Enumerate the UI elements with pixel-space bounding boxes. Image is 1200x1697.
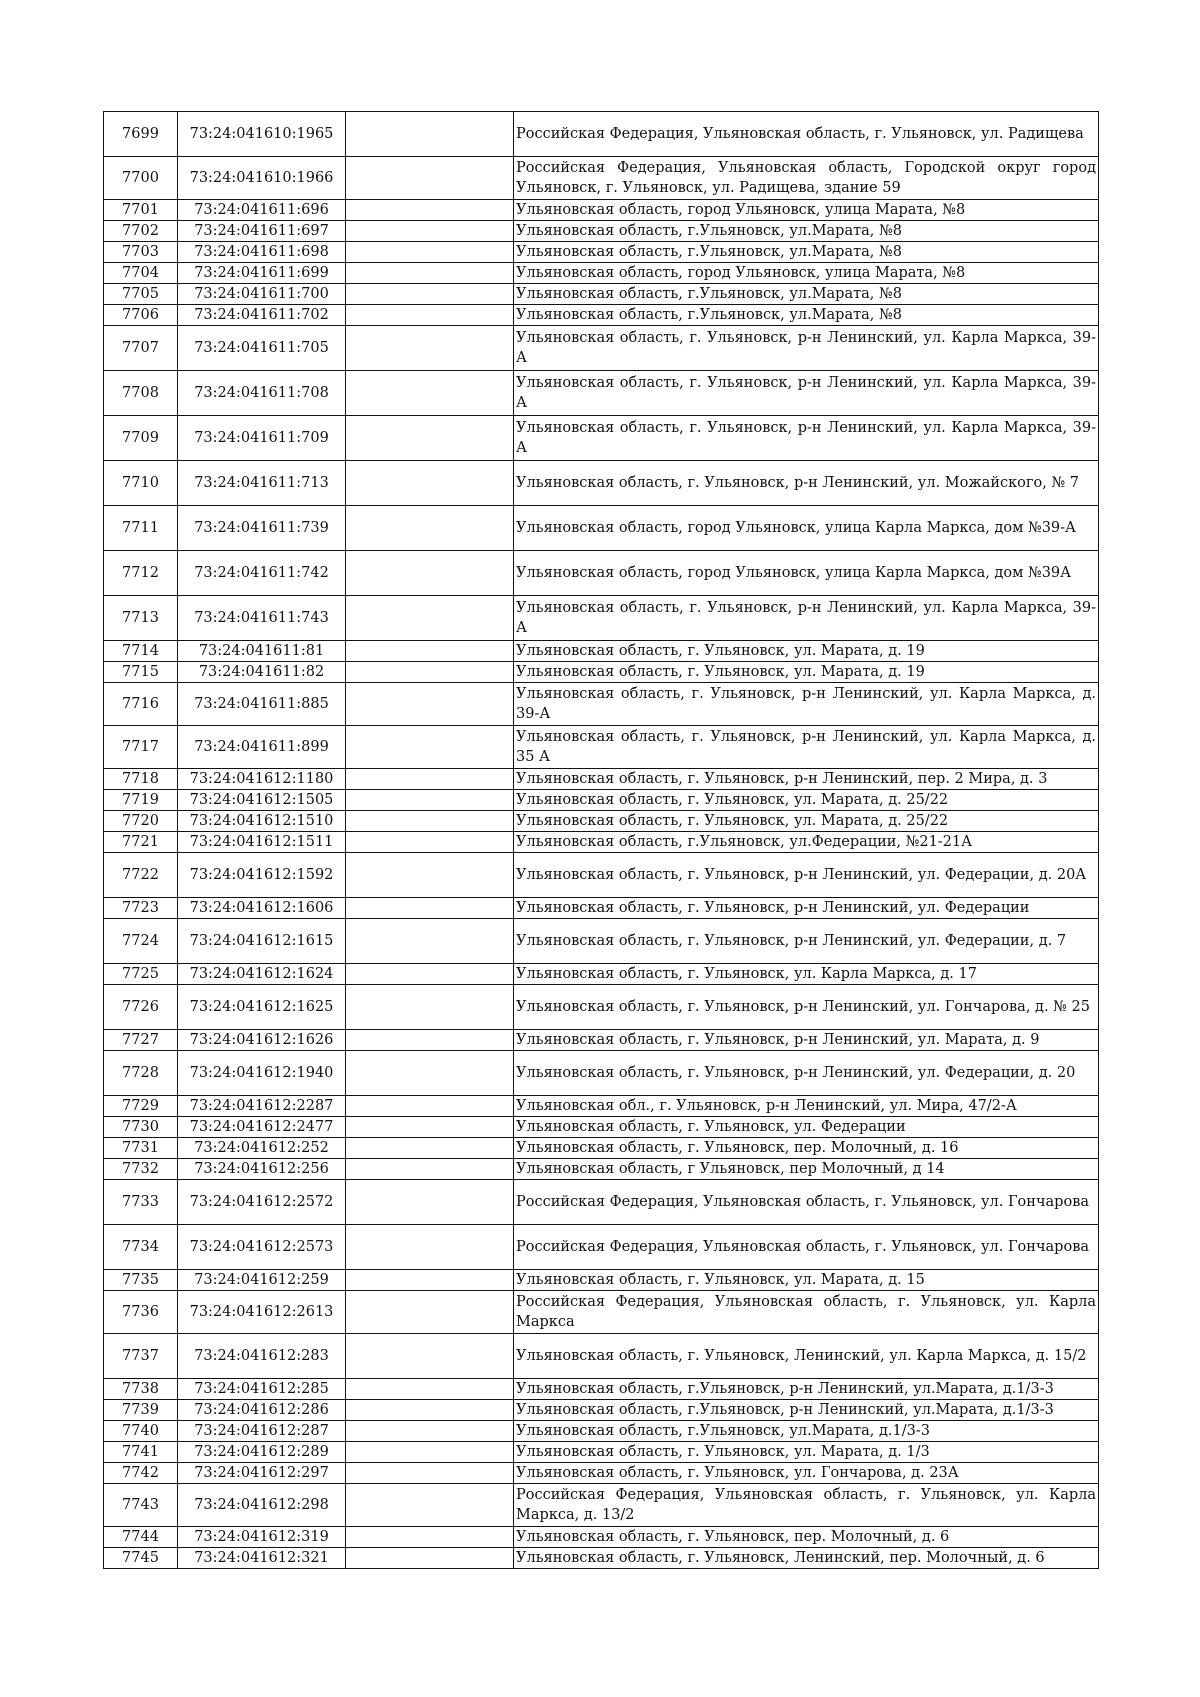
table-row <box>104 551 1099 596</box>
table-row <box>104 726 1099 769</box>
address: Ульяновская область, г. Ульяновск, ул. Марата, д. 15 <box>514 1270 1099 1291</box>
empty-cell <box>346 1442 514 1463</box>
empty-cell <box>346 790 514 811</box>
table-row <box>104 242 1099 263</box>
address: Ульяновская область, г. Ульяновск, р-н Ленинский, ул. Федерации, д. 20А <box>514 853 1099 898</box>
table-row <box>104 1138 1099 1159</box>
cadastral-number: 73:24:041612:1510 <box>178 811 346 832</box>
empty-cell <box>346 284 514 305</box>
address: Ульяновская область, г. Ульяновск, пер. Молочный, д. 16 <box>514 1138 1099 1159</box>
address: Ульяновская область, г. Ульяновск, Ленинский, пер. Молочный, д. 6 <box>514 1548 1099 1569</box>
cadastral-number: 73:24:041610:1965 <box>178 112 346 157</box>
cadastral-number: 73:24:041611:81 <box>178 641 346 662</box>
address: Российская Федерация, Ульяновская область, г. Ульяновск, ул. Гончарова <box>514 1225 1099 1270</box>
table-row <box>104 1180 1099 1225</box>
table-row <box>104 1291 1099 1334</box>
table-row <box>104 811 1099 832</box>
address: Ульяновская область, г.Ульяновск, ул.Марата, №8 <box>514 284 1099 305</box>
empty-cell <box>346 662 514 683</box>
empty-cell <box>346 1138 514 1159</box>
row-number: 7711 <box>104 506 178 551</box>
table-row <box>104 1421 1099 1442</box>
empty-cell <box>346 832 514 853</box>
row-number: 7702 <box>104 221 178 242</box>
table-row <box>104 641 1099 662</box>
empty-cell <box>346 1051 514 1096</box>
cadastral-number: 73:24:041611:713 <box>178 461 346 506</box>
address: Ульяновская область, г. Ульяновск, ул. Гончарова, д. 23А <box>514 1463 1099 1484</box>
row-number: 7742 <box>104 1463 178 1484</box>
cadastral-number: 73:24:041611:705 <box>178 326 346 371</box>
table-row <box>104 1548 1099 1569</box>
address: Ульяновская область, г. Ульяновск, р-н Ленинский, ул. Гончарова, д. № 25 <box>514 985 1099 1030</box>
address: Ульяновская область, г. Ульяновск, р-н Ленинский, ул. Федерации, д. 7 <box>514 919 1099 964</box>
table-row <box>104 284 1099 305</box>
address: Ульяновская область, г.Ульяновск, ул.Марата, д.1/3-3 <box>514 1421 1099 1442</box>
table-row <box>104 416 1099 461</box>
empty-cell <box>346 1030 514 1051</box>
row-number: 7736 <box>104 1291 178 1334</box>
table-row <box>104 662 1099 683</box>
address: Ульяновская область, г. Ульяновск, р-н Ленинский, ул. Карла Маркса, 39-А <box>514 416 1099 461</box>
cadastral-number: 73:24:041612:2287 <box>178 1096 346 1117</box>
address: Ульяновская область, г.Ульяновск, р-н Ленинский, ул.Марата, д.1/3-3 <box>514 1379 1099 1400</box>
row-number: 7737 <box>104 1334 178 1379</box>
address: Ульяновская область, г. Ульяновск, пер. Молочный, д. 6 <box>514 1527 1099 1548</box>
empty-cell <box>346 1270 514 1291</box>
row-number: 7722 <box>104 853 178 898</box>
cadastral-number: 73:24:041611:700 <box>178 284 346 305</box>
address: Российская Федерация, Ульяновская область, г. Ульяновск, ул. Карла Маркса <box>514 1291 1099 1334</box>
cadastral-number: 73:24:041612:287 <box>178 1421 346 1442</box>
table-row <box>104 683 1099 726</box>
empty-cell <box>346 461 514 506</box>
table-row <box>104 769 1099 790</box>
empty-cell <box>346 1463 514 1484</box>
row-number: 7715 <box>104 662 178 683</box>
empty-cell <box>346 506 514 551</box>
address: Ульяновская область, г. Ульяновск, Ленинский, ул. Карла Маркса, д. 15/2 <box>514 1334 1099 1379</box>
address: Ульяновская область, г. Ульяновск, ул. Марата, д. 1/3 <box>514 1442 1099 1463</box>
address: Ульяновская область, г. Ульяновск, ул. Марата, д. 25/22 <box>514 790 1099 811</box>
cadastral-number: 73:24:041611:899 <box>178 726 346 769</box>
empty-cell <box>346 1379 514 1400</box>
cadastral-number: 73:24:041612:1625 <box>178 985 346 1030</box>
empty-cell <box>346 112 514 157</box>
row-number: 7730 <box>104 1117 178 1138</box>
address: Ульяновская область, г. Ульяновск, р-н Ленинский, ул. Марата, д. 9 <box>514 1030 1099 1051</box>
table-row <box>104 964 1099 985</box>
cadastral-number: 73:24:041611:697 <box>178 221 346 242</box>
table-row <box>104 985 1099 1030</box>
cadastral-number: 73:24:041612:1626 <box>178 1030 346 1051</box>
address: Ульяновская область, г. Ульяновск, р-н Ленинский, ул. Федерации <box>514 898 1099 919</box>
cadastral-number: 73:24:041612:2573 <box>178 1225 346 1270</box>
table-row <box>104 1484 1099 1527</box>
table-row <box>104 898 1099 919</box>
address: Ульяновская область, г. Ульяновск, р-н Ленинский, ул. Федерации, д. 20 <box>514 1051 1099 1096</box>
table-row <box>104 1096 1099 1117</box>
address: Ульяновская область, г.Ульяновск, ул.Марата, №8 <box>514 221 1099 242</box>
cadastral-number: 73:24:041612:289 <box>178 1442 346 1463</box>
row-number: 7723 <box>104 898 178 919</box>
table-row <box>104 1379 1099 1400</box>
empty-cell <box>346 769 514 790</box>
address: Ульяновская область, г. Ульяновск, р-н Ленинский, ул. Карла Маркса, 39-А <box>514 596 1099 641</box>
table-row <box>104 221 1099 242</box>
row-number: 7712 <box>104 551 178 596</box>
cadastral-number: 73:24:041611:82 <box>178 662 346 683</box>
row-number: 7701 <box>104 200 178 221</box>
empty-cell <box>346 853 514 898</box>
row-number: 7709 <box>104 416 178 461</box>
cadastral-number: 73:24:041612:1606 <box>178 898 346 919</box>
empty-cell <box>346 919 514 964</box>
cadastral-number: 73:24:041612:297 <box>178 1463 346 1484</box>
row-number: 7719 <box>104 790 178 811</box>
table-row <box>104 263 1099 284</box>
table-row <box>104 790 1099 811</box>
row-number: 7700 <box>104 157 178 200</box>
row-number: 7718 <box>104 769 178 790</box>
cadastral-number: 73:24:041612:283 <box>178 1334 346 1379</box>
cadastral-number: 73:24:041612:285 <box>178 1379 346 1400</box>
cadastral-number: 73:24:041611:743 <box>178 596 346 641</box>
table-row <box>104 1030 1099 1051</box>
empty-cell <box>346 1527 514 1548</box>
table-row <box>104 1527 1099 1548</box>
address: Ульяновская область, г. Ульяновск, р-н Ленинский, пер. 2 Мира, д. 3 <box>514 769 1099 790</box>
address: Ульяновская область, г. Ульяновск, ул. Марата, д. 25/22 <box>514 811 1099 832</box>
table-row <box>104 1400 1099 1421</box>
cadastral-number: 73:24:041612:286 <box>178 1400 346 1421</box>
row-number: 7724 <box>104 919 178 964</box>
empty-cell <box>346 1548 514 1569</box>
cadastral-number: 73:24:041612:321 <box>178 1548 346 1569</box>
cadastral-number: 73:24:041612:319 <box>178 1527 346 1548</box>
empty-cell <box>346 726 514 769</box>
registry-body <box>104 112 1099 1569</box>
cadastral-number: 73:24:041612:259 <box>178 1270 346 1291</box>
row-number: 7734 <box>104 1225 178 1270</box>
table-row <box>104 1117 1099 1138</box>
address: Ульяновская область, г. Ульяновск, ул. Карла Маркса, д. 17 <box>514 964 1099 985</box>
cadastral-number: 73:24:041611:708 <box>178 371 346 416</box>
table-row <box>104 1442 1099 1463</box>
address: Российская Федерация, Ульяновская область, Городской округ город Ульяновск, г. Ульяновск, ул. Радищева, здание 59 <box>514 157 1099 200</box>
cadastral-number: 73:24:041611:702 <box>178 305 346 326</box>
empty-cell <box>346 551 514 596</box>
empty-cell <box>346 1291 514 1334</box>
empty-cell <box>346 371 514 416</box>
row-number: 7733 <box>104 1180 178 1225</box>
row-number: 7708 <box>104 371 178 416</box>
table-row <box>104 596 1099 641</box>
row-number: 7731 <box>104 1138 178 1159</box>
row-number: 7743 <box>104 1484 178 1527</box>
empty-cell <box>346 898 514 919</box>
row-number: 7726 <box>104 985 178 1030</box>
row-number: 7714 <box>104 641 178 662</box>
table-row <box>104 157 1099 200</box>
cadastral-number: 73:24:041611:739 <box>178 506 346 551</box>
cadastral-number: 73:24:041612:1511 <box>178 832 346 853</box>
cadastral-number: 73:24:041611:709 <box>178 416 346 461</box>
address: Ульяновская область, г. Ульяновск, р-н Ленинский, ул. Карла Маркса, 39-А <box>514 371 1099 416</box>
empty-cell <box>346 964 514 985</box>
table-row <box>104 1159 1099 1180</box>
empty-cell <box>346 1117 514 1138</box>
address: Ульяновская область, г Ульяновск, пер Молочный, д 14 <box>514 1159 1099 1180</box>
row-number: 7739 <box>104 1400 178 1421</box>
row-number: 7705 <box>104 284 178 305</box>
cadastral-number: 73:24:041611:696 <box>178 200 346 221</box>
table-row <box>104 326 1099 371</box>
empty-cell <box>346 1159 514 1180</box>
address: Ульяновская область, г. Ульяновск, р-н Ленинский, ул. Карла Маркса, 39-А <box>514 326 1099 371</box>
cadastral-number: 73:24:041611:742 <box>178 551 346 596</box>
row-number: 7745 <box>104 1548 178 1569</box>
address: Ульяновская обл., г. Ульяновск, р-н Ленинский, ул. Мира, 47/2-А <box>514 1096 1099 1117</box>
row-number: 7707 <box>104 326 178 371</box>
table-row <box>104 1334 1099 1379</box>
row-number: 7721 <box>104 832 178 853</box>
address: Ульяновская область, г. Ульяновск, р-н Ленинский, ул. Карла Маркса, д. 39-А <box>514 683 1099 726</box>
row-number: 7738 <box>104 1379 178 1400</box>
property-registry-table <box>103 111 1099 1569</box>
row-number: 7727 <box>104 1030 178 1051</box>
empty-cell <box>346 1400 514 1421</box>
cadastral-number: 73:24:041612:298 <box>178 1484 346 1527</box>
empty-cell <box>346 596 514 641</box>
cadastral-number: 73:24:041612:1940 <box>178 1051 346 1096</box>
address: Ульяновская область, г. Ульяновск, ул. Федерации <box>514 1117 1099 1138</box>
address: Ульяновская область, г. Ульяновск, р-н Ленинский, ул. Можайского, № 7 <box>514 461 1099 506</box>
table-row <box>104 305 1099 326</box>
empty-cell <box>346 157 514 200</box>
table-row <box>104 506 1099 551</box>
row-number: 7706 <box>104 305 178 326</box>
address: Ульяновская область, г. Ульяновск, ул. Марата, д. 19 <box>514 641 1099 662</box>
row-number: 7725 <box>104 964 178 985</box>
table-row <box>104 461 1099 506</box>
cadastral-number: 73:24:041611:699 <box>178 263 346 284</box>
cadastral-number: 73:24:041612:1505 <box>178 790 346 811</box>
empty-cell <box>346 221 514 242</box>
cadastral-number: 73:24:041612:2477 <box>178 1117 346 1138</box>
cadastral-number: 73:24:041610:1966 <box>178 157 346 200</box>
cadastral-number: 73:24:041612:256 <box>178 1159 346 1180</box>
address: Российская Федерация, Ульяновская область, г. Ульяновск, ул. Гончарова <box>514 1180 1099 1225</box>
empty-cell <box>346 326 514 371</box>
address: Ульяновская область, г.Ульяновск, ул.Марата, №8 <box>514 305 1099 326</box>
table-row <box>104 919 1099 964</box>
row-number: 7704 <box>104 263 178 284</box>
empty-cell <box>346 200 514 221</box>
address: Ульяновская область, г.Ульяновск, р-н Ленинский, ул.Марата, д.1/3-3 <box>514 1400 1099 1421</box>
empty-cell <box>346 263 514 284</box>
table-row <box>104 112 1099 157</box>
empty-cell <box>346 1225 514 1270</box>
cadastral-number: 73:24:041612:2613 <box>178 1291 346 1334</box>
table-row <box>104 1225 1099 1270</box>
row-number: 7740 <box>104 1421 178 1442</box>
empty-cell <box>346 305 514 326</box>
cadastral-number: 73:24:041612:1592 <box>178 853 346 898</box>
empty-cell <box>346 1180 514 1225</box>
row-number: 7720 <box>104 811 178 832</box>
row-number: 7728 <box>104 1051 178 1096</box>
address: Ульяновская область, город Ульяновск, улица Карла Маркса, дом №39-А <box>514 506 1099 551</box>
row-number: 7717 <box>104 726 178 769</box>
empty-cell <box>346 1421 514 1442</box>
row-number: 7741 <box>104 1442 178 1463</box>
cadastral-number: 73:24:041611:698 <box>178 242 346 263</box>
empty-cell <box>346 1484 514 1527</box>
row-number: 7703 <box>104 242 178 263</box>
row-number: 7713 <box>104 596 178 641</box>
table-row <box>104 1051 1099 1096</box>
empty-cell <box>346 985 514 1030</box>
row-number: 7716 <box>104 683 178 726</box>
row-number: 7710 <box>104 461 178 506</box>
address: Ульяновская область, г.Ульяновск, ул.Марата, №8 <box>514 242 1099 263</box>
row-number: 7735 <box>104 1270 178 1291</box>
address: Ульяновская область, г. Ульяновск, ул. Марата, д. 19 <box>514 662 1099 683</box>
row-number: 7744 <box>104 1527 178 1548</box>
cadastral-number: 73:24:041612:1615 <box>178 919 346 964</box>
cadastral-number: 73:24:041611:885 <box>178 683 346 726</box>
address: Ульяновская область, город Ульяновск, улица Марата, №8 <box>514 200 1099 221</box>
cadastral-number: 73:24:041612:252 <box>178 1138 346 1159</box>
empty-cell <box>346 416 514 461</box>
table-row <box>104 371 1099 416</box>
table-row <box>104 200 1099 221</box>
cadastral-number: 73:24:041612:2572 <box>178 1180 346 1225</box>
row-number: 7729 <box>104 1096 178 1117</box>
table-row <box>104 1270 1099 1291</box>
table-row <box>104 1463 1099 1484</box>
cadastral-number: 73:24:041612:1624 <box>178 964 346 985</box>
empty-cell <box>346 1096 514 1117</box>
address: Российская Федерация, Ульяновская область, г. Ульяновск, ул. Радищева <box>514 112 1099 157</box>
address: Ульяновская область, г. Ульяновск, р-н Ленинский, ул. Карла Маркса, д. 35 А <box>514 726 1099 769</box>
row-number: 7732 <box>104 1159 178 1180</box>
row-number: 7699 <box>104 112 178 157</box>
address: Ульяновская область, г.Ульяновск, ул.Федерации, №21-21А <box>514 832 1099 853</box>
table-row <box>104 832 1099 853</box>
address: Российская Федерация, Ульяновская область, г. Ульяновск, ул. Карла Маркса, д. 13/2 <box>514 1484 1099 1527</box>
empty-cell <box>346 683 514 726</box>
cadastral-number: 73:24:041612:1180 <box>178 769 346 790</box>
table-row <box>104 853 1099 898</box>
address: Ульяновская область, город Ульяновск, улица Марата, №8 <box>514 263 1099 284</box>
address: Ульяновская область, город Ульяновск, улица Карла Маркса, дом №39А <box>514 551 1099 596</box>
empty-cell <box>346 641 514 662</box>
empty-cell <box>346 1334 514 1379</box>
empty-cell <box>346 242 514 263</box>
empty-cell <box>346 811 514 832</box>
